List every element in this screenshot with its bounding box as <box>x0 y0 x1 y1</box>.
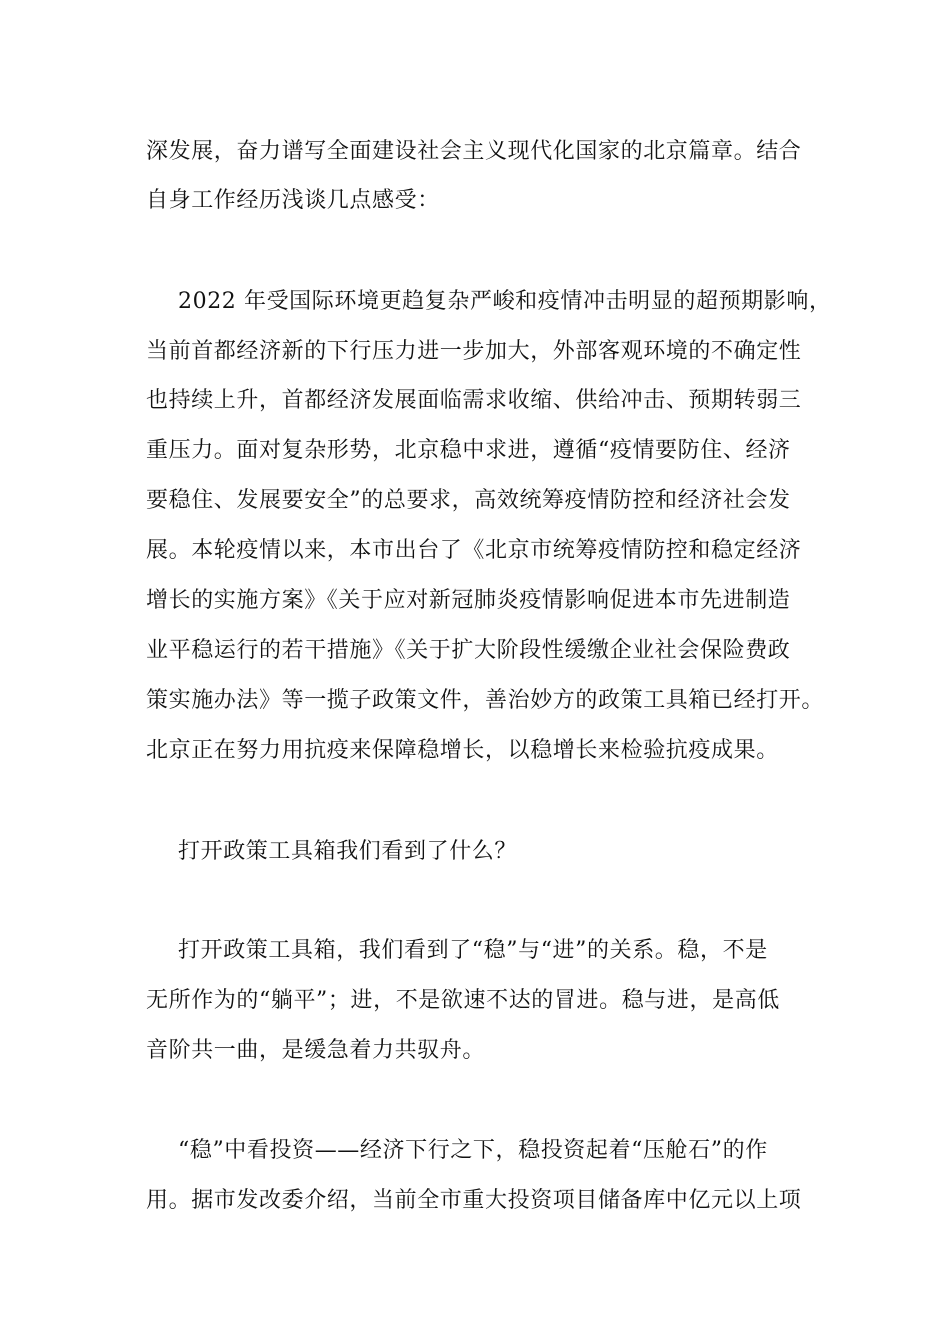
text-line: 打开政策工具箱，我们看到了“稳”与“进”的关系。稳，不是 <box>178 938 768 963</box>
text-line: 也持续上升，首都经济发展面临需求收缩、供给冲击、预期转弱三 <box>146 388 802 413</box>
text-line: 重压力。面对复杂形势，北京稳中求进，遵循“疫情要防住、经济 <box>146 438 791 463</box>
text-line: 增长的实施方案》《关于应对新冠肺炎疫情影响促进本市先进制造 <box>146 588 791 613</box>
text-line: “稳”中看投资——经济下行之下，稳投资起着“压舱石”的作 <box>178 1138 768 1163</box>
text-line: 音阶共一曲，是缓急着力共驭舟。 <box>146 1038 486 1063</box>
text-line: 要稳住、发展要安全”的总要求，高效统筹疫情防控和经济社会发 <box>146 488 791 513</box>
text-line: 策实施办法》等一揽子政策文件，善治妙方的政策工具箱已经打开。 <box>146 688 825 713</box>
text-line: 当前首都经济新的下行压力进一步加大，外部客观环境的不确定性 <box>146 339 802 364</box>
text-line: 业平稳运行的若干措施》《关于扩大阶段性缓缴企业社会保险费政 <box>146 638 791 663</box>
text-line: 打开政策工具箱我们看到了什么？ <box>178 839 518 864</box>
text-line: 展。本轮疫情以来，本市出台了《北京市统筹疫情防控和稳定经济 <box>146 538 802 563</box>
text-line: 2022 年受国际环境更趋复杂严峻和疫情冲击明显的超预期影响， <box>178 289 832 314</box>
text-line: 北京正在努力用抗疫来保障稳增长，以稳增长来检验抗疫成果。 <box>146 738 779 763</box>
text-line: 用。据市发改委介绍，当前全市重大投资项目储备库中亿元以上项 <box>146 1188 802 1213</box>
text-line: 自身工作经历浅谈几点感受： <box>146 188 440 213</box>
text-line: 深发展，奋力谱写全面建设社会主义现代化国家的北京篇章。结合 <box>146 139 802 164</box>
text-line: 无所作为的“躺平”；进，不是欲速不达的冒进。稳与进，是高低 <box>146 988 780 1013</box>
